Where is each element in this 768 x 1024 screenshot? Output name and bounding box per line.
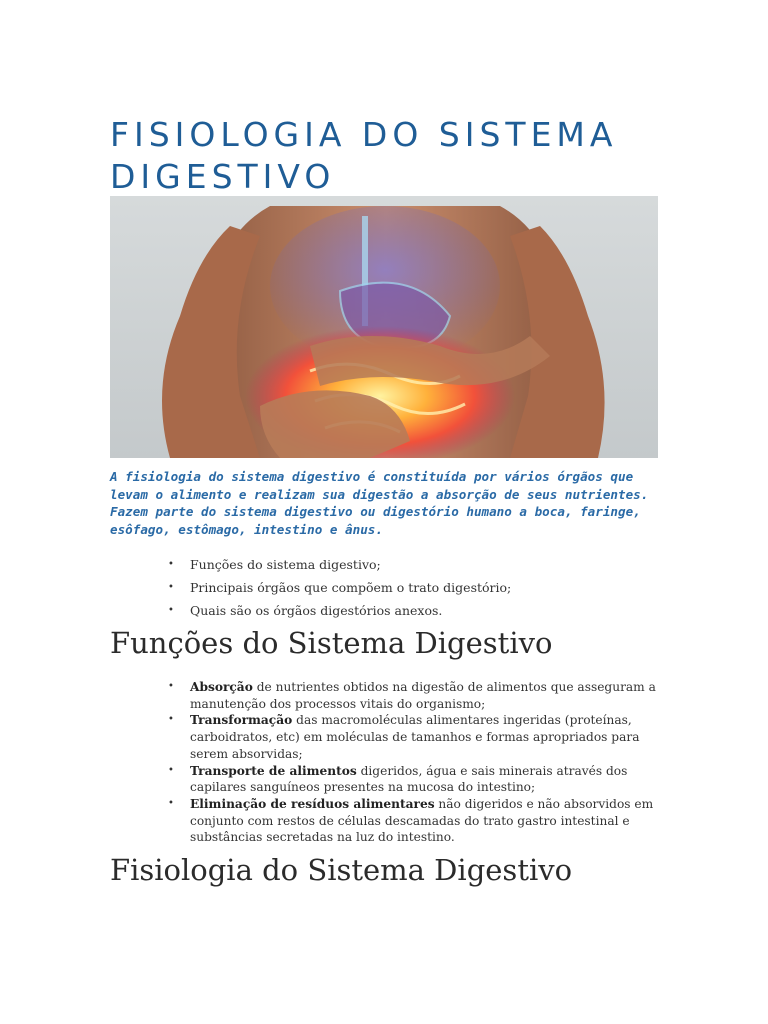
list-item: • Quais são os órgãos digestórios anexos. [110,599,670,622]
intro-paragraph: A fisiologia do sistema digestivo é constituída por vários órgãos que levam o alimento e realizam sua digestão a absorção de seus nutrientes. Fazem parte do sistema digestivo ou digestório humano a boca, faringe, esôfago, estômago, intestino e ânus. [110,469,649,537]
digestive-system-illustration [110,196,658,458]
list-item [110,712,670,762]
section-heading-functions: Funções do Sistema Digestivo [110,626,553,660]
bullet: • [168,764,174,776]
topics-list [110,553,670,622]
function-description: de nutrientes obtidos na digestão de alimentos que asseguram a manutenção dos processos vitais do organismo; [190,680,656,711]
list-item: • Funções do sistema digestivo; [110,553,670,576]
function-term: Absorção [190,680,253,694]
bullet: • [168,559,174,570]
list-item [110,763,670,796]
function-description: não digeridos e não absorvidos em conjunto com restos de células descamadas do trato gastro intestinal e substâncias secretadas na luz do intestino. [190,796,654,845]
function-term: Eliminação de resíduos alimentares [190,796,435,811]
list-item [110,796,670,846]
page-title: FISIOLOGIA DO SISTEMA DIGESTIVO [110,115,618,196]
section-heading-physiology: Fisiologia do Sistema Digestivo [110,853,573,887]
bullet: • [168,582,174,593]
function-description: das macromoléculas alimentares ingeridas (proteínas, carboidratos, etc) em moléculas de tamanhos e formas apropriados para serem absorvidas; [190,713,640,761]
function-description: digeridos, água e sais minerais através dos capilares sanguíneos presentes na mucosa do intestino; [190,763,628,795]
list-item [110,679,670,712]
functions-list [110,679,670,846]
bullet: • [168,797,174,809]
list-item: • Principais órgãos que compõem o trato digestório; [110,576,670,599]
bullet: • [168,714,174,726]
bullet: • [168,605,174,616]
bullet: • [168,681,174,692]
function-term: Transformação [190,713,293,728]
function-term: Transporte de alimentos [190,763,357,778]
